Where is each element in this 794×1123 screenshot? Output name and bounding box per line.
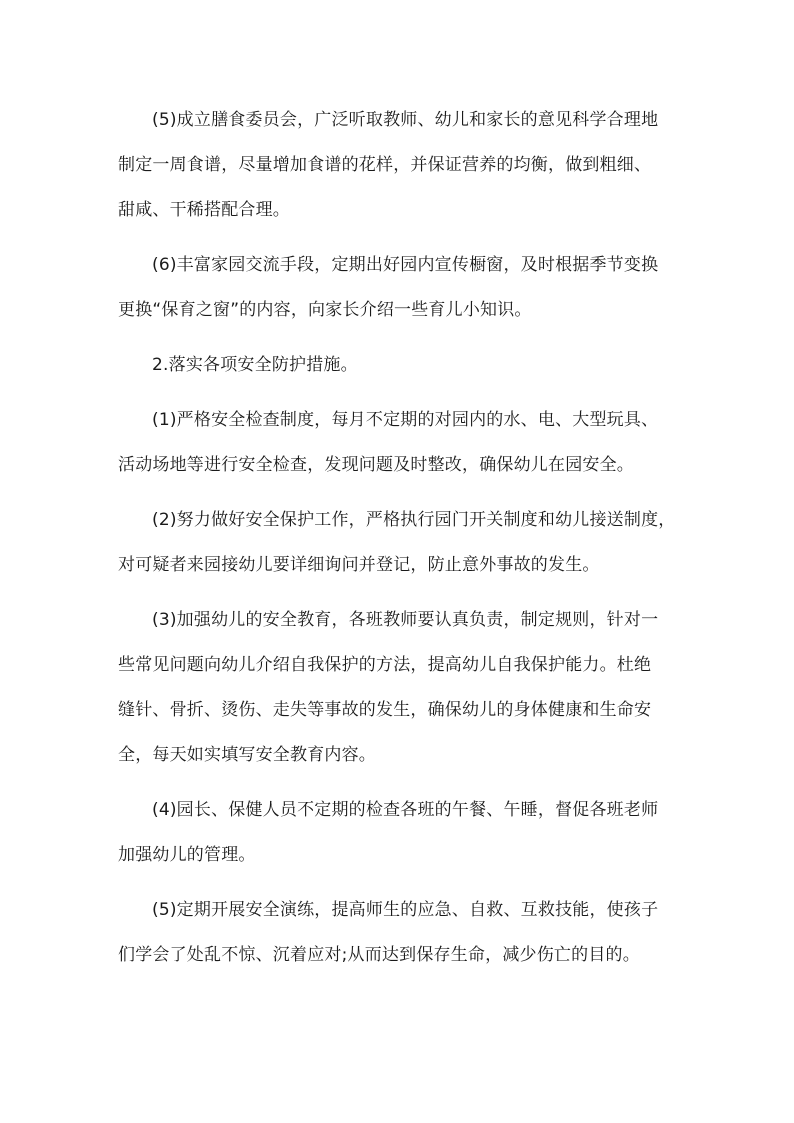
paragraph-line: 们学会了处乱不惊、沉着应对;从而达到保存生命，减少伤亡的目的。	[118, 945, 640, 965]
paragraph-line: (3)加强幼儿的安全教育，各班教师要认真负责，制定规则，针对一	[152, 610, 659, 630]
paragraph-inspection-meals-naps	[118, 788, 688, 878]
paragraph-line: (4)园长、保健人员不定期的检查各班的午餐、午睡，督促各班老师	[152, 800, 659, 820]
paragraph-line: 加强幼儿的管理。	[118, 845, 256, 865]
paragraph-line: 对可疑者来园接幼儿要详细询问并登记，防止意外事故的发生。	[118, 555, 600, 575]
paragraph-safety-protection	[118, 498, 688, 588]
document-page	[118, 98, 688, 988]
paragraph-safety-inspection	[118, 398, 688, 488]
paragraph-line: (2)努力做好安全保护工作，严格执行园门开关制度和幼儿接送制度，	[152, 510, 676, 530]
paragraph-home-school-communication	[118, 243, 688, 333]
paragraph-line: 活动场地等进行安全检查，发现问题及时整改，确保幼儿在园安全。	[118, 455, 634, 475]
paragraph-line: 更换“保育之窗”的内容，向家长介绍一些育儿小知识。	[118, 300, 532, 320]
paragraph-line: (6)丰富家园交流手段，定期出好园内宣传橱窗，及时根据季节变换	[152, 255, 659, 275]
paragraph-line: 2.落实各项安全防护措施。	[152, 355, 358, 375]
paragraph-line: 些常见问题向幼儿介绍自我保护的方法，提高幼儿自我保护能力。杜绝	[118, 655, 652, 675]
paragraph-safety-drills	[118, 888, 688, 978]
paragraph-line: 甜咸、干稀搭配合理。	[118, 200, 290, 220]
paragraph-line: 制定一周食谱，尽量增加食谱的花样，并保证营养的均衡，做到粗细、	[118, 155, 652, 175]
paragraph-line: (1)严格安全检查制度，每月不定期的对园内的水、电、大型玩具、	[152, 410, 659, 430]
paragraph-line: 缝针、骨折、烫伤、走失等事故的发生，确保幼儿的身体健康和生命安	[118, 700, 652, 720]
paragraph-line: (5)成立膳食委员会，广泛听取教师、幼儿和家长的意见科学合理地	[152, 110, 659, 130]
paragraph-line: (5)定期开展安全演练，提高师生的应急、自救、互救技能，使孩子	[152, 900, 659, 920]
paragraph-line: 全，每天如实填写安全教育内容。	[118, 745, 376, 765]
paragraph-meal-committee	[118, 98, 688, 233]
paragraph-safety-education	[118, 598, 688, 778]
section-heading-safety-measures	[118, 343, 688, 388]
